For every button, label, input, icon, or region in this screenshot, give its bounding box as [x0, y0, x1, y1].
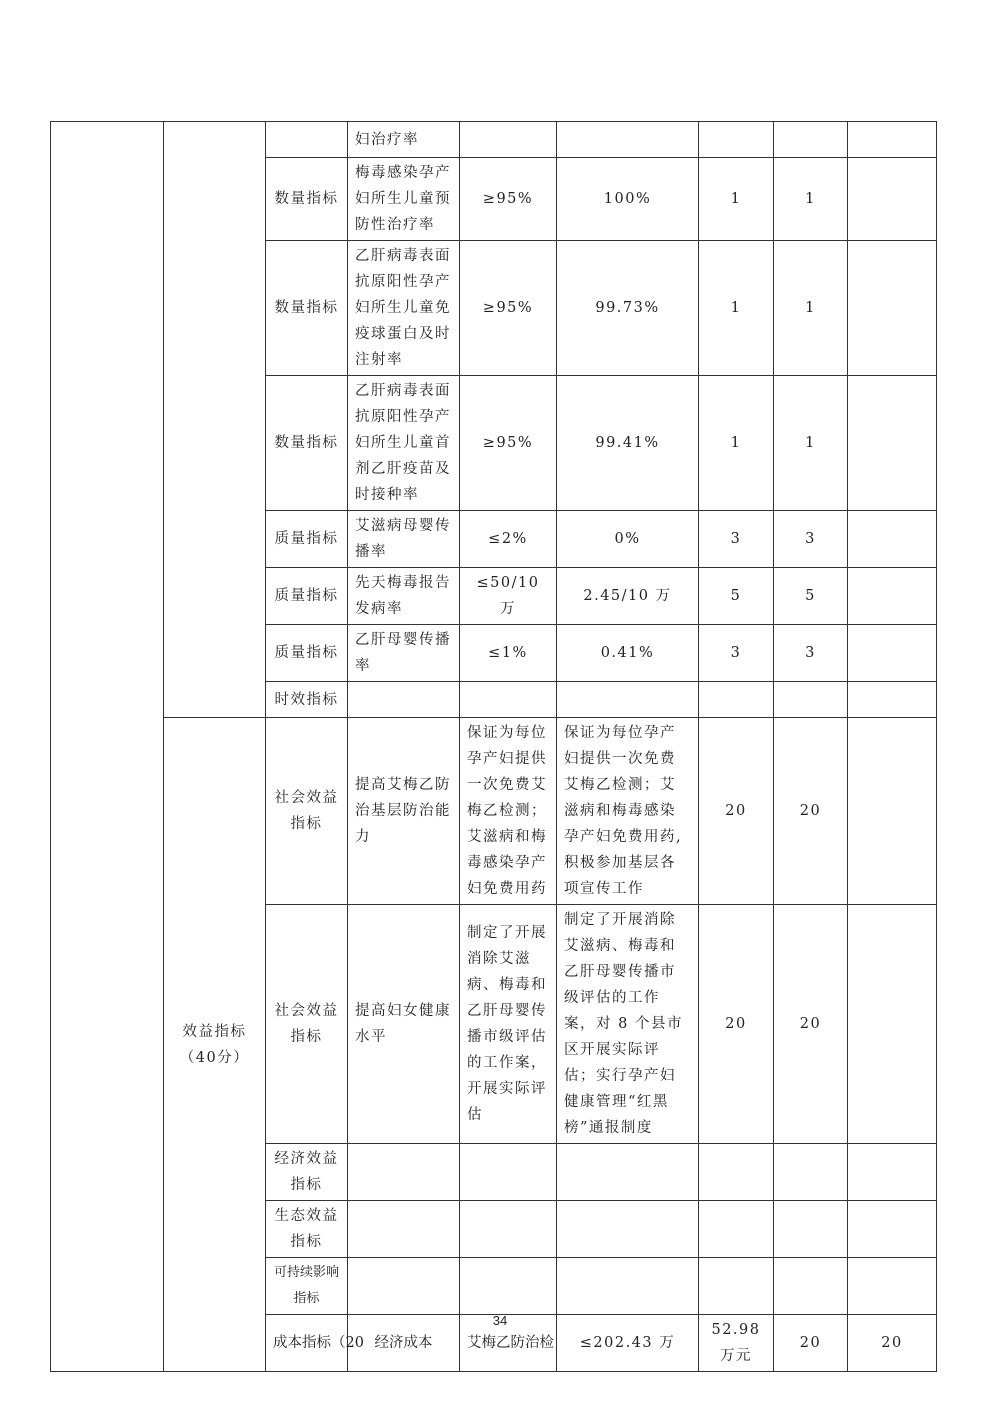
secondary-indicator: 数量指标 [266, 241, 348, 376]
score-value: 1 [774, 241, 848, 376]
remark-cell [848, 511, 937, 568]
remark-cell [848, 1201, 937, 1258]
remark-cell [848, 241, 937, 376]
indicator-name: 提高妇女健康水平 [348, 905, 460, 1144]
weight-value [699, 1144, 774, 1201]
score-value [774, 1258, 848, 1315]
target-value: ≤50/10 万 [460, 568, 557, 625]
secondary-indicator: 生态效益指标 [266, 1201, 348, 1258]
score-value [774, 122, 848, 158]
score-value: 3 [774, 511, 848, 568]
indicator-name: 乙肝母婴传播率 [348, 625, 460, 682]
target-value [460, 1258, 557, 1315]
actual-value [557, 1258, 699, 1315]
page-number: 34 [492, 1313, 508, 1328]
indicator-name [348, 1144, 460, 1201]
indicator-name: 妇治疗率 [348, 122, 460, 158]
cost-category: 成本指标（20 [266, 1315, 348, 1372]
indicator-name: 乙肝病毒表面抗原阳性孕产妇所生儿童首剂乙肝疫苗及时接种率 [348, 376, 460, 511]
output-indicator-cell [164, 122, 266, 718]
score-value [774, 1201, 848, 1258]
remark-cell [848, 625, 937, 682]
indicator-name: 艾梅乙防治检 [460, 1315, 557, 1372]
weight-value: 5 [699, 568, 774, 625]
weight-value [699, 1201, 774, 1258]
secondary-indicator: 社会效益指标 [266, 718, 348, 905]
weight-value: 20 [774, 1315, 848, 1372]
remark-cell [848, 376, 937, 511]
score-value: 20 [774, 905, 848, 1144]
indicator-name: 乙肝病毒表面抗原阳性孕产妇所生儿童免疫球蛋白及时注射率 [348, 241, 460, 376]
secondary-indicator: 时效指标 [266, 682, 348, 718]
actual-value: 2.45/10 万 [557, 568, 699, 625]
score-value: 3 [774, 625, 848, 682]
target-value [460, 1144, 557, 1201]
actual-value: 0.41% [557, 625, 699, 682]
actual-value: 制定了开展消除艾滋病、梅毒和乙肝母婴传播市级评估的工作案，对 8 个县市区开展实际评估；实行孕产妇健康管理“红黑榜”通报制度 [557, 905, 699, 1144]
remark-cell [848, 158, 937, 241]
weight-value: 3 [699, 511, 774, 568]
table-row [51, 718, 937, 905]
target-value: 保证为每位孕产妇提供一次免费艾梅乙检测；艾滋病和梅毒感染孕产妇免费用药 [460, 718, 557, 905]
target-value: ≤2% [460, 511, 557, 568]
score-value: 5 [774, 568, 848, 625]
indicator-name [348, 1258, 460, 1315]
secondary-indicator: 质量指标 [266, 511, 348, 568]
actual-value [557, 1144, 699, 1201]
remark-cell [848, 122, 937, 158]
actual-value: 99.73% [557, 241, 699, 376]
weight-value: 3 [699, 625, 774, 682]
benefit-category: 效益指标（40分） [164, 718, 266, 1372]
actual-value: 100% [557, 158, 699, 241]
remark-cell [848, 1144, 937, 1201]
secondary-indicator: 经济效益指标 [266, 1144, 348, 1201]
score-value: 20 [774, 718, 848, 905]
target-value: 制定了开展消除艾滋病、梅毒和乙肝母婴传播市级评估的工作案，开展实际评估 [460, 905, 557, 1144]
remark-cell [848, 682, 937, 718]
remark-cell [848, 1258, 937, 1315]
performance-table [50, 121, 937, 1372]
weight-value [699, 682, 774, 718]
actual-value [557, 122, 699, 158]
actual-value: 52.98 万元 [699, 1315, 774, 1372]
target-value: ≤202.43 万 [557, 1315, 699, 1372]
actual-value: 99.41% [557, 376, 699, 511]
weight-value [699, 122, 774, 158]
remark-cell [848, 568, 937, 625]
weight-value: 1 [699, 158, 774, 241]
target-value: ≥95% [460, 376, 557, 511]
first-level-indicator-cell [51, 122, 164, 1372]
secondary-indicator [266, 122, 348, 158]
secondary-indicator: 可持续影响指标 [266, 1258, 348, 1315]
indicator-name [348, 1201, 460, 1258]
target-value [460, 122, 557, 158]
score-value: 20 [848, 1315, 937, 1372]
actual-value [557, 682, 699, 718]
indicator-name: 提高艾梅乙防治基层防治能力 [348, 718, 460, 905]
score-value [774, 1144, 848, 1201]
secondary-indicator: 经济成本 [348, 1315, 460, 1372]
weight-value: 20 [699, 905, 774, 1144]
score-value: 1 [774, 158, 848, 241]
indicator-name: 梅毒感染孕产妇所生儿童预防性治疗率 [348, 158, 460, 241]
target-value [460, 682, 557, 718]
remark-cell [848, 905, 937, 1144]
weight-value [699, 1258, 774, 1315]
indicator-name [348, 682, 460, 718]
score-value [774, 682, 848, 718]
weight-value: 20 [699, 718, 774, 905]
target-value: ≥95% [460, 241, 557, 376]
target-value: ≤1% [460, 625, 557, 682]
actual-value: 保证为每位孕产妇提供一次免费艾梅乙检测；艾滋病和梅毒感染孕产妇免费用药,积极参加基层各项宣传工作 [557, 718, 699, 905]
actual-value [557, 1201, 699, 1258]
target-value [460, 1201, 557, 1258]
target-value: ≥95% [460, 158, 557, 241]
table-row [51, 122, 937, 158]
secondary-indicator: 质量指标 [266, 625, 348, 682]
secondary-indicator: 社会效益指标 [266, 905, 348, 1144]
score-value: 1 [774, 376, 848, 511]
remark-cell [848, 718, 937, 905]
weight-value: 1 [699, 241, 774, 376]
actual-value: 0% [557, 511, 699, 568]
indicator-name: 先天梅毒报告发病率 [348, 568, 460, 625]
weight-value: 1 [699, 376, 774, 511]
indicator-name: 艾滋病母婴传播率 [348, 511, 460, 568]
secondary-indicator: 质量指标 [266, 568, 348, 625]
secondary-indicator: 数量指标 [266, 376, 348, 511]
secondary-indicator: 数量指标 [266, 158, 348, 241]
